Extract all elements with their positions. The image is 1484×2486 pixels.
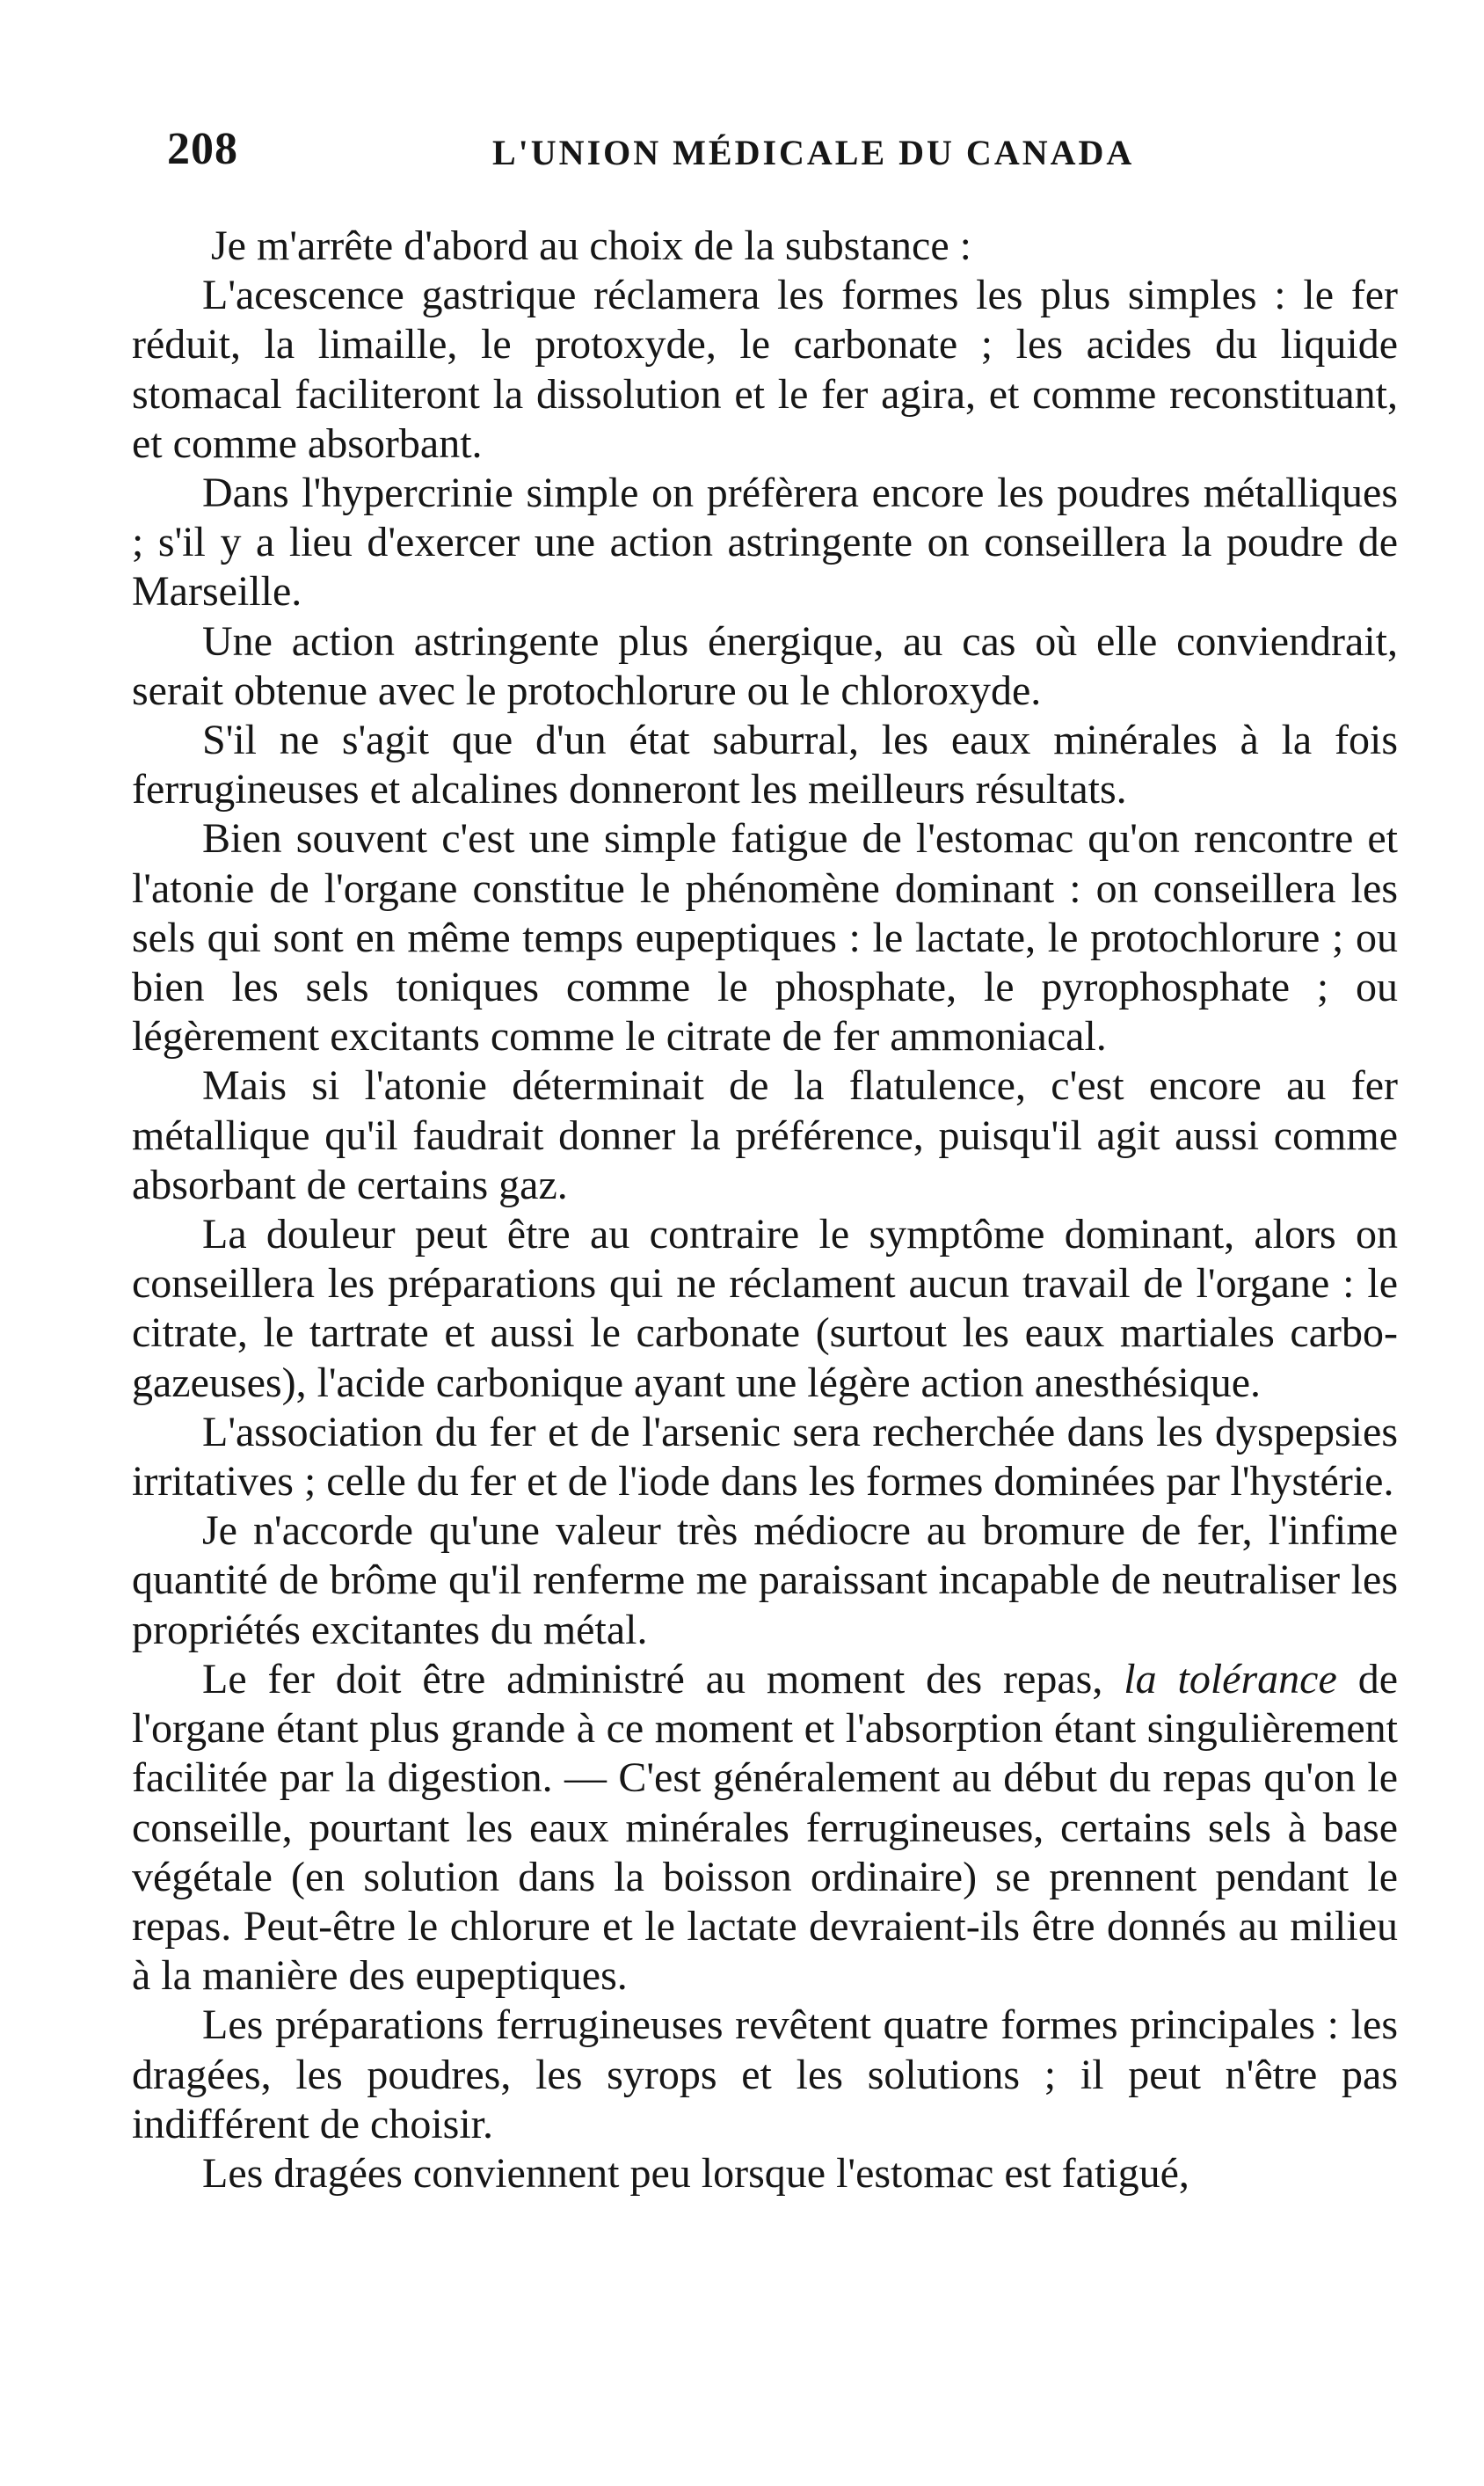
paragraph-dragees: Les dragées conviennent peu lorsque l'estomac est fatigué, — [202, 2149, 1189, 2197]
paragraph-acescence: L'acescence gastrique réclamera les formes les plus simples : le fer réduit, la limaille, le protoxyde, le carbonate ; les acides du liquide stomacal faciliteront la dissolution et le fer agira, et comme reconstituant, et comme absorbant. — [132, 272, 1398, 467]
paragraph-etat-saburral: S'il ne s'agit que d'un état saburral, les eaux minérales à la fois ferrugineuses et alcalines donneront les meilleurs résultats. — [132, 717, 1398, 813]
paragraph-flatulence: Mais si l'atonie déterminait de la flatulence, c'est encore au fer métallique qu'il faudrait donner la préférence, puisqu'il agit aussi comme absorbant de certains gaz. — [132, 1062, 1398, 1208]
paragraph-arsenic-iode: L'association du fer et de l'arsenic sera recherchée dans les dyspepsies irritatives ; celle du fer et de l'iode dans les formes dominées par l'hystérie. — [132, 1408, 1398, 1505]
paragraph-douleur: La douleur peut être au contraire le symptôme dominant, alors on conseillera les préparations qui ne réclament aucun travail de l'organe : le citrate, le tartrate et aussi le carbonate (surtout les eaux martiales carbo-gazeuses), l'acide carbonique ayant une légère action anesthésique. — [132, 1211, 1398, 1406]
paragraph-administration — [132, 1655, 1398, 2001]
paragraph-preparations: Les préparations ferrugineuses revêtent quatre formes principales : les dragées, les poudres, les syrops et les solutions ; il peut n'être pas indifférent de choisir. — [132, 2001, 1398, 2147]
emphasis-tolerance: la tolérance — [1124, 1655, 1337, 1702]
paragraph-astringent-action: Une action astringente plus énergique, au cas où elle conviendrait, serait obtenue avec le protochlorure ou le chloroxyde. — [132, 617, 1398, 714]
paragraph-administration-end: de l'organe étant plus grande à ce moment et l'absorption étant singulièrement facilitée par la digestion. — C'est généralement au début du repas qu'on le conseille, pourtant les eaux minérales ferrugineuses, certains sels à base végétale (en solution dans la boisson ordinaire) se prennent pendant le repas. Peut-être le chlorure et le lactate devraient-ils être donnés au milieu à la manière des eupeptiques. — [132, 1655, 1399, 2000]
journal-title: L'UNION MÉDICALE DU CANADA — [492, 133, 1135, 172]
running-header — [132, 123, 1398, 185]
paragraph-hypercrinie: Dans l'hypercrinie simple on préfèrera encore les poudres métalliques ; s'il y a lieu d'exercer une action astringente on conseillera la poudre de Marseille. — [132, 470, 1398, 616]
page-number: 208 — [167, 124, 238, 174]
body-text — [132, 222, 1398, 2198]
paragraph-bromure: Je n'accorde qu'une valeur très médiocre au bromure de fer, l'infime quantité de brôme qu'il renferme me paraissant incapable de neutraliser les propriétés excitantes du métal. — [132, 1507, 1398, 1653]
paragraph-intro: Je m'arrête d'abord au choix de la substance : — [211, 222, 971, 269]
paragraph-administration-start: Le fer doit être administré au moment des repas, — [202, 1655, 1124, 1702]
paragraph-atonie: Bien souvent c'est une simple fatigue de l'estomac qu'on rencontre et l'atonie de l'organe constitue le phénomène dominant : on conseillera les sels qui sont en même temps eupeptiques : le lactate, le protochlorure ; ou bien les sels toniques comme le phosphate, le pyrophosphate ; ou légèrement excitants comme le citrate de fer ammoniacal. — [132, 815, 1398, 1061]
document-page — [132, 123, 1398, 2198]
